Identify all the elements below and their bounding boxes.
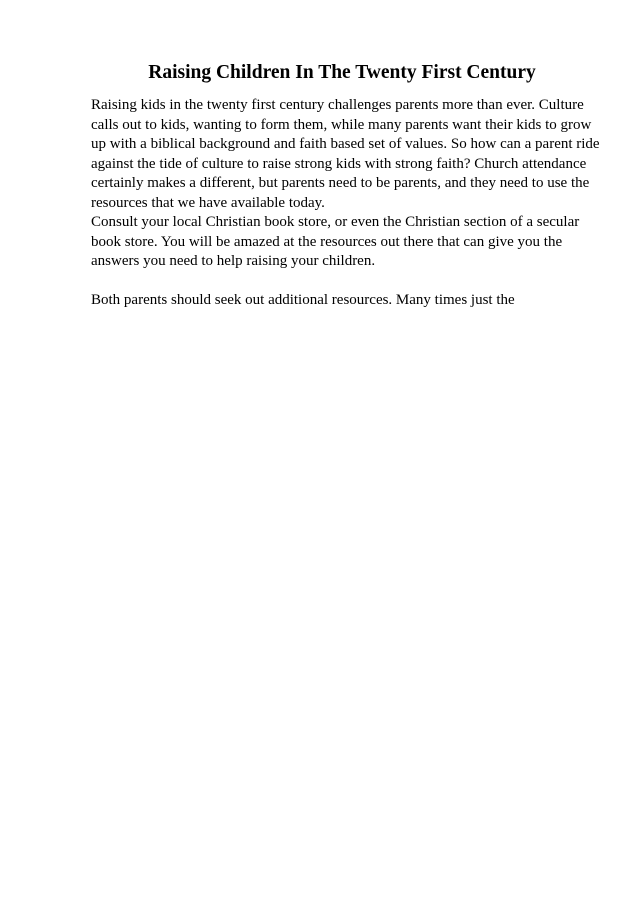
paragraph-line: calls out to kids, wanting to form them, while many parents want their kids to grow: [91, 116, 592, 133]
paragraph-1: [91, 96, 600, 213]
paragraph-line: up with a biblical background and faith based set of values. So how can a parent ride: [91, 136, 600, 152]
paragraph-line: Raising kids in the twenty first century challenges parents more than ever. Culture: [91, 97, 584, 113]
paragraph-line: Consult your local Christian book store, or even the Christian section of a secular: [91, 214, 580, 230]
document-title: Raising Children In The Twenty First Century: [148, 62, 536, 83]
paragraph-line: book store. You will be amazed at the resources out there that can give you the: [91, 233, 563, 250]
paragraph-2: [91, 213, 579, 272]
paragraph-line: certainly makes a different, but parents need to be parents, and they need to use the: [91, 175, 590, 191]
paragraph-3: [91, 291, 515, 311]
paragraph-line: against the tide of culture to raise strong kids with strong faith? Church attendance: [91, 155, 587, 172]
paragraph-line: Both parents should seek out additional resources. Many times just the: [91, 292, 515, 308]
paragraph-line: resources that we have available today.: [91, 194, 325, 211]
paragraph-line: answers you need to help raising your children.: [91, 253, 376, 269]
